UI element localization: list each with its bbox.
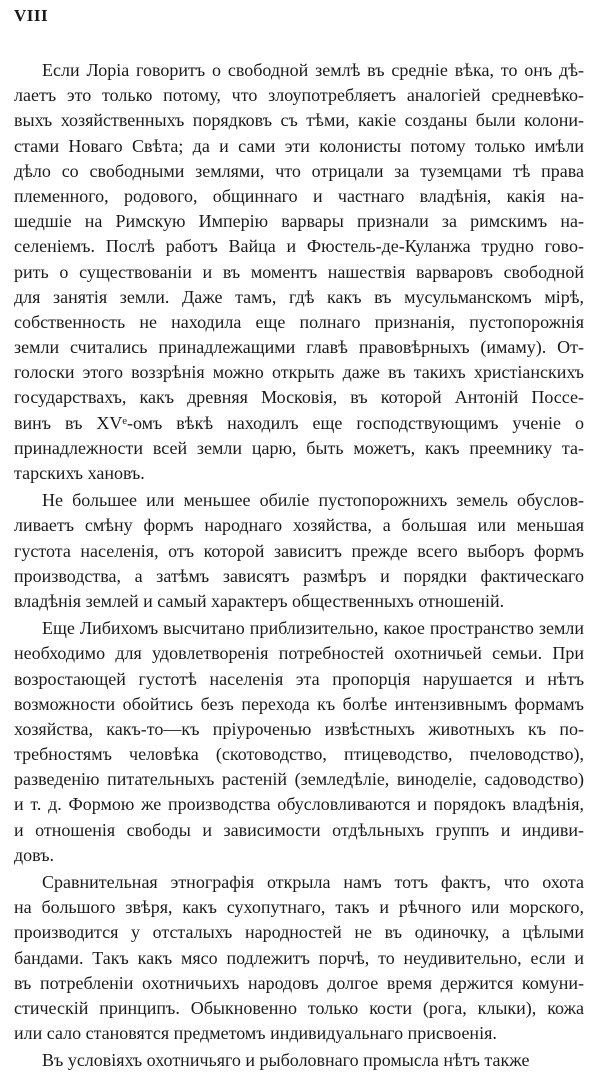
text-line: возможности обойтись безъ перехода къ болѣе интензивнымъ формамъ [14,693,584,714]
text-line: лаетъ это только потому, что злоупотребляетъ аналогіей средневѣко- [14,85,584,106]
page-number: VIII [14,6,49,25]
text-line: необходимо для удовлетворенія потребностей охотничьей семьи. При [14,643,584,664]
text-line: разведенію питательныхъ растеній (земледѣліе, виноделіе, садоводство) [14,769,584,790]
text-line: требностямъ человѣка (скотоводство, птицеводство, пчеловодство), [14,744,584,765]
text-line: производства, а затѣмъ зависятъ размѣръ и порядки фактическаго [14,565,584,586]
text-line: довъ. [14,844,55,865]
text-line: возростающей густотѣ населенія эта пропорція нарушается и нѣтъ [14,668,584,689]
text-line: стическій принципъ. Обыкновенно только кости (рога, клыки), кожа [14,997,584,1018]
text-line: шедшіе на Римскую Имперію варвары признали за римскимъ на- [14,211,584,232]
text-line: рить о существованіи и въ моментъ нашествія варваровъ свободной [14,261,584,282]
text-line: голоски этого воззрѣнія можно открыть даже въ такихъ христіанскихъ [14,362,584,383]
text-line: или сало становятся предметомъ индивидуальнаго присвоенія. [14,1023,497,1044]
text-line: племенного, родового, общиннаго и частнаго владѣнія, какія на- [14,185,584,206]
text-line: выхъ хозяйственныхъ порядковъ съ тѣми, какіе созданы были колони- [14,110,584,131]
body-text [14,58,584,1076]
text-line: собственность не находила еще полнаго признанія, пустопорожнія [14,311,584,332]
text-line: Еще Либихомъ высчитано приблизительно, какое пространство земли [42,618,584,639]
paragraph [14,1048,584,1073]
paragraph [14,488,584,614]
text-line: производится у отсталыхъ народностей не въ одиночку, а цѣлыми [14,922,584,943]
text-line: тарскихъ хановъ. [14,463,145,483]
paragraph [14,58,584,486]
text-line: для занятія земли. Даже тамъ, гдѣ какъ въ мусульманскомъ мірѣ, [14,286,584,307]
text-line: въ потребленіи охотничьихъ народовъ долгое время держится комуни- [14,972,584,993]
text-line: Въ условіяхъ охотничьяго и рыболовнаго промысла нѣтъ также [42,1050,530,1071]
text-line: и отношенія свободы и зависимости отдѣльныхъ группъ и индиви- [14,819,584,840]
text-line: хозяйства, какъ-то—къ пріуроченью извѣстныхъ животныхъ къ по- [14,718,584,739]
text-line: принадлежности всей земли царю, быть можетъ, какъ преемнику та- [14,437,584,458]
text-line: Не большее или меньшее обиліе пустопорожнихъ земель обуслов- [42,490,584,511]
text-line: и т. д. Формою же производства обусловливаются и порядокъ владѣнія, [14,794,584,815]
text-line: винъ въ XVᵉ-омъ вѣкѣ находилъ еще господствующимъ ученіе о [14,412,584,433]
text-line: государствахъ, какъ древняя Московія, въ которой Антоній Поссе- [14,387,584,408]
text-line: густота населенія, отъ которой зависитъ прежде всего выборъ формъ [14,540,584,561]
text-line: бандами. Такъ какъ мясо подлежитъ порчѣ, то неудивительно, если и [14,947,584,968]
text-line: на большого звѣря, какъ сухопутнаго, такъ и рѣчного или морского, [14,897,584,918]
text-line: селеніемъ. Послѣ работъ Вайца и Фюстель-де-Куланжа трудно гово- [14,236,584,257]
text-line: дѣло со свободными землями, что отрицали за туземцами тѣ права [14,160,584,181]
text-line: земли считались принадлежащими главѣ правовѣрныхъ (имаму). От- [14,337,584,358]
paragraph [14,616,584,868]
text-line: ливаетъ смѣну формъ народнаго хозяйства, а большая или меньшая [14,515,584,536]
text-line: стами Новаго Свѣта; да и сами эти колонисты потому только имѣли [14,135,584,156]
text-line: Сравнительная этнографія открыла намъ тотъ фактъ, что охота [42,872,584,892]
text-line: владѣнія землей и самый характеръ общественныхъ отношеній. [14,590,505,611]
text-line: Если Лоріа говоритъ о свободной землѣ въ средніе вѣка, то онъ дѣ- [42,60,584,80]
